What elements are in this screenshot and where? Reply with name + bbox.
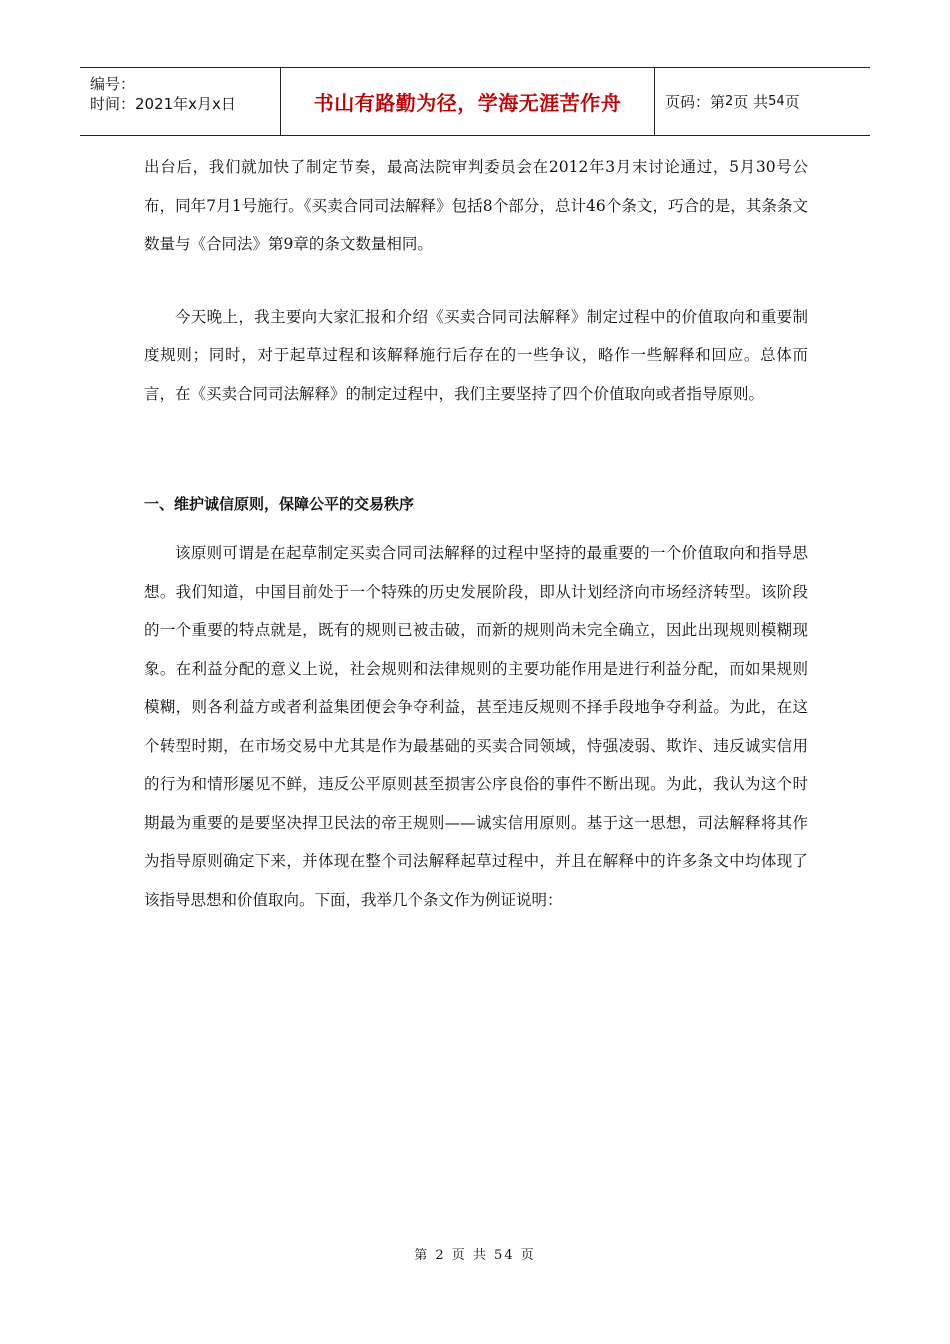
page-info-mid: 页 共 (733, 93, 769, 111)
page-total-number: 54 (768, 94, 785, 109)
page-current-number: 2 (725, 94, 734, 109)
page-info-prefix: 页码：第 (665, 93, 726, 111)
body-paragraph-1: 出台后，我们就加快了制定节奏，最高法院审判委员会在2012年3月末讨论通过，5月30号公布，同年7月1号施行。《买卖合同司法解释》包括8个部分，总计46个条文，巧合的是，其条条文数量与《合同法》第9章的条文数量相同。 (144, 158, 808, 253)
document-body (144, 148, 808, 919)
page-info-suffix: 页 (784, 93, 800, 111)
document-number-label: 编号： (90, 75, 136, 93)
document-date-label: 时间：2021年x月x日 (90, 95, 236, 113)
header-motto: 书山有路勤为径，学海无涯苦作舟 (313, 91, 622, 115)
header-page-cell (655, 68, 870, 135)
body-paragraph-3: 该原则可谓是在起草制定买卖合同司法解释的过程中坚持的最重要的一个价值取向和指导思想。我们知道，中国目前处于一个特殊的历史发展阶段，即从计划经济向市场经济转型。该阶段的一个重要的特点就是，既有的规则已被击破，而新的规则尚未完全确立，因此出现规则模糊现象。在利益分配的意义上说，社会规则和法律规则的主要功能作用是进行利益分配，而如果规则模糊，则各利益方或者利益集团便会争夺利益，甚至违反规则不择手段地争夺利益。为此，在这个转型时期，在市场交易中尤其是作为最基础的买卖合同领域，恃强凌弱、欺诈、违反诚实信用的行为和情形屡见不鲜，违反公平原则甚至损害公序良俗的事件不断出现。为此，我认为这个时期最为重要的是要坚决捍卫民法的帝王规则——诚实信用原则。基于这一思想，司法解释将其作为指导原则确定下来，并体现在整个司法解释起草过程中，并且在解释中的许多条文中均体现了该指导思想和价值取向。下面，我举几个条文作为例证说明： (144, 544, 808, 909)
document-header (80, 67, 870, 136)
page-footer: 第 2 页 共 54 页 (414, 1248, 536, 1263)
body-paragraph-2: 今天晚上，我主要向大家汇报和介绍《买卖合同司法解释》制定过程中的价值取向和重要制度规则；同时，对于起草过程和该解释施行后存在的一些争议，略作一些解释和回应。总体而言，在《买卖合同司法解释》的制定过程中，我们主要坚持了四个价值取向或者指导原则。 (144, 307, 808, 403)
section-heading-1: 一、维护诚信原则，保障公平的交易秩序 (144, 495, 415, 513)
header-meta-cell (80, 68, 281, 135)
header-motto-cell (281, 68, 655, 135)
